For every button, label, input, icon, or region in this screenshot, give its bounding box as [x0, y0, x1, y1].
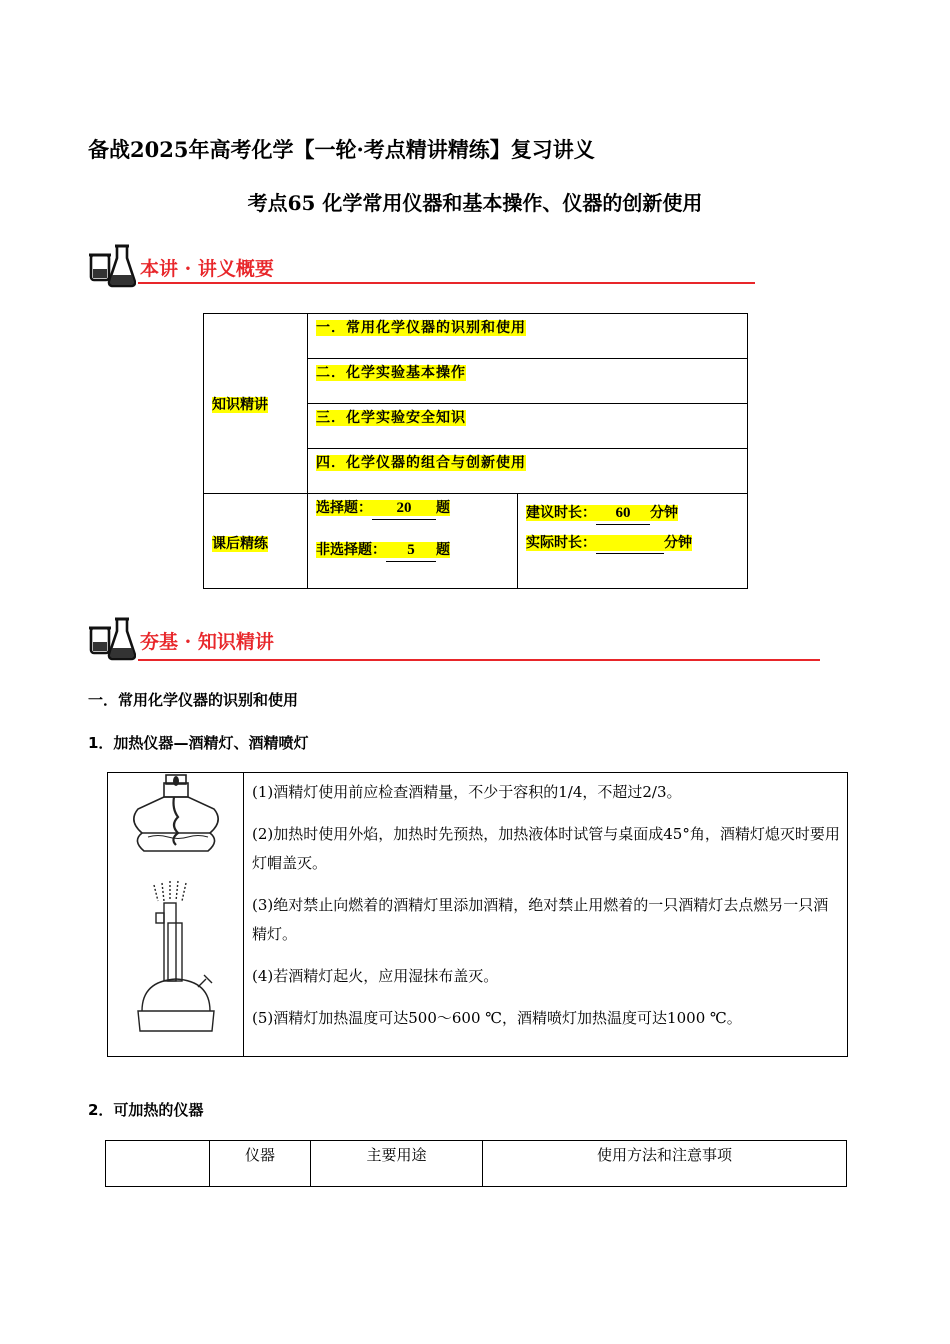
subsection-heading-1: 1．加热仪器—酒精灯、酒精喷灯 [88, 734, 309, 752]
table-header-cell [106, 1141, 210, 1187]
lamp-note: (5)酒精灯加热温度可达500～600 ℃，酒精喷灯加热温度可达1000 ℃。 [252, 1009, 742, 1027]
lamp-notes-cell [244, 773, 848, 1057]
lamp-note: (3)绝对禁止向燃着的酒精灯里添加酒精，绝对禁止用燃着的一只酒精灯去点燃另一只酒精灯。 [252, 896, 829, 943]
nonchoice-count: 5 [386, 539, 436, 562]
table-header-cell: 使用方法和注意事项 [483, 1141, 847, 1187]
lamp-note: (2)加热时使用外焰，加热时先预热，加热液体时试管与桌面成45°角，酒精灯熄灭时要用灯帽盖灭。 [252, 825, 840, 872]
practice-label-cell [204, 494, 308, 589]
topic-cell [308, 314, 748, 359]
topic-1: 一．常用化学仪器的识别和使用 [316, 320, 526, 336]
subsection-heading-2: 2．可加热的仪器 [88, 1101, 204, 1119]
topic-2: 二．化学实验基本操作 [316, 365, 466, 381]
flask-beaker-icon [88, 615, 136, 661]
banner-underline [138, 282, 755, 284]
table-header-cell: 仪器 [210, 1141, 311, 1187]
section-heading: 一．常用化学仪器的识别和使用 [88, 691, 299, 709]
overview-table [203, 313, 748, 589]
lamp-note: (1)酒精灯使用前应检查酒精量，不少于容积的1/4，不超过2/3。 [252, 783, 682, 801]
nonchoice-label: 非选择题： [316, 542, 386, 558]
choice-unit: 题 [436, 500, 450, 516]
lamp-note: (4)若酒精灯起火，应用湿抹布盖灭。 [252, 967, 499, 985]
document-title: 备战2025年高考化学【一轮·考点精讲精练】复习讲义 [88, 137, 595, 162]
time-cell [518, 494, 748, 589]
question-count-cell [308, 494, 518, 589]
section-banner-overview [88, 242, 756, 292]
topic-cell [308, 449, 748, 494]
knowledge-label: 知识精讲 [212, 396, 268, 413]
section-banner-knowledge [88, 615, 821, 665]
topic-cell [308, 404, 748, 449]
flask-beaker-icon [88, 242, 136, 288]
suggested-time-value: 60 [596, 502, 650, 525]
knowledge-label-cell [204, 314, 308, 494]
table-header-cell: 主要用途 [311, 1141, 483, 1187]
suggested-time-unit: 分钟 [650, 505, 678, 521]
nonchoice-unit: 题 [436, 542, 450, 558]
topic-cell [308, 359, 748, 404]
actual-time-unit: 分钟 [664, 535, 692, 551]
choice-label: 选择题： [316, 500, 372, 516]
heatable-instruments-table [105, 1140, 847, 1187]
lamp-figure-cell [108, 773, 244, 1057]
topic-4: 四．化学仪器的组合与创新使用 [316, 455, 526, 471]
choice-count: 20 [372, 497, 436, 520]
banner-title: 夯基 · 知识精讲 [140, 631, 274, 653]
alcohol-lamp-illustration [108, 773, 244, 1054]
actual-time-value [596, 535, 664, 554]
alcohol-lamp-table [107, 772, 848, 1057]
practice-label: 课后精练 [212, 535, 268, 552]
banner-underline [138, 659, 820, 661]
banner-title: 本讲 · 讲义概要 [140, 258, 274, 280]
document-subtitle: 考点65 化学常用仪器和基本操作、仪器的创新使用 [247, 191, 703, 215]
actual-time-label: 实际时长： [526, 535, 596, 551]
suggested-time-label: 建议时长： [526, 505, 596, 521]
topic-3: 三．化学实验安全知识 [316, 410, 466, 426]
